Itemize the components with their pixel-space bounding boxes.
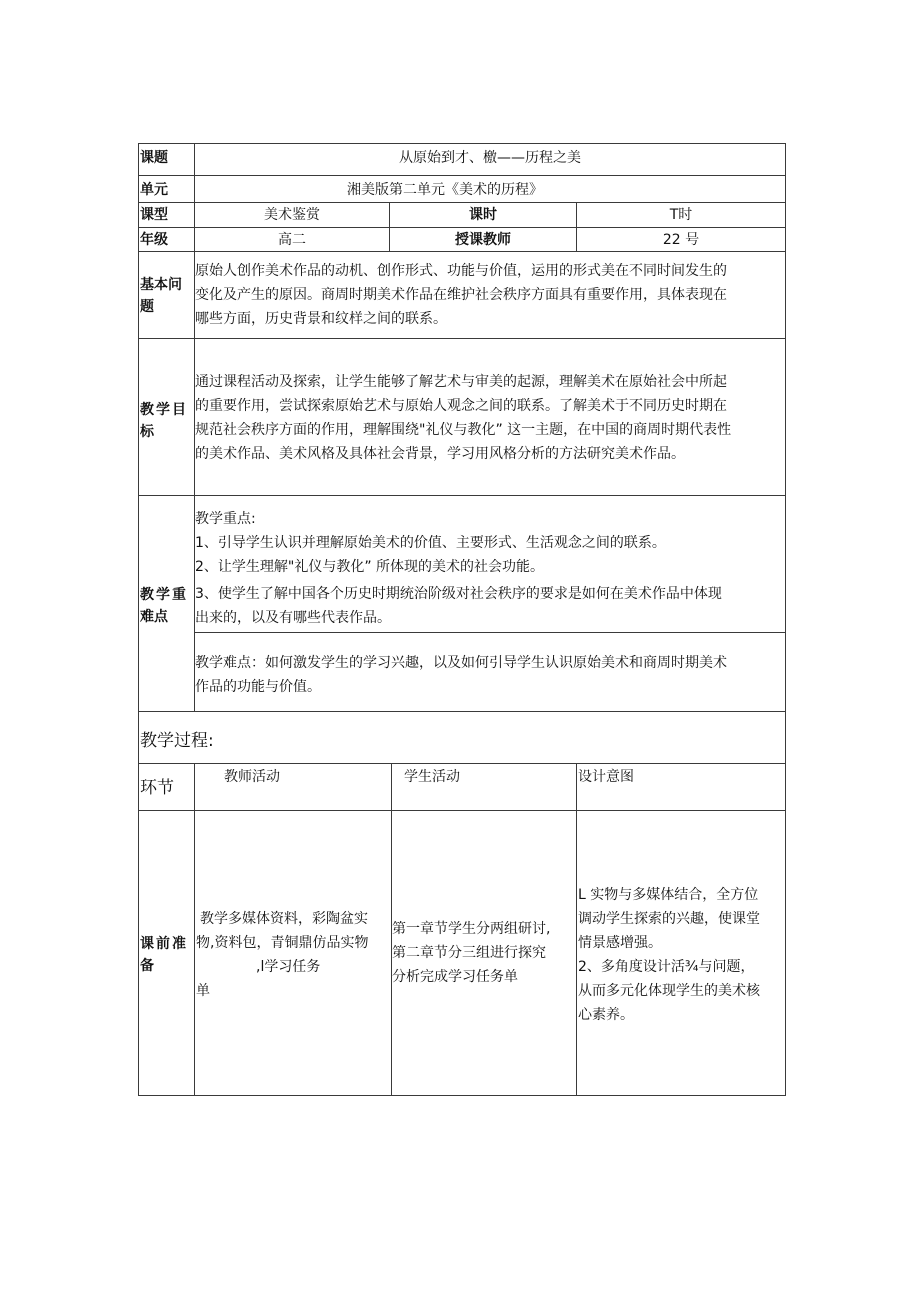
unit-value: 湘美版第二单元《美术的历程》 [347, 182, 543, 198]
basic-question-line: 哪些方面，历史背景和纹样之间的联系。 [195, 311, 447, 327]
table-border [138, 810, 786, 811]
design-intent-line: L 实物与多媒体结合，全方位 [578, 887, 759, 903]
table-border [138, 711, 786, 712]
table-border-right [785, 143, 786, 1096]
teacher-value: 22 号 [662, 232, 700, 248]
objectives-text [195, 370, 731, 466]
teacher-activity-line: 物,资料包，青铜鼎仿品实物 [196, 935, 369, 951]
table-border [576, 763, 577, 1096]
course-title: 从原始到才、檄——历程之美 [399, 150, 581, 166]
type-label: 课型 [140, 207, 168, 223]
basic-question-label-2: 题 [140, 299, 154, 315]
table-border [138, 202, 786, 203]
focus-line: 出来的，以及有哪些代表作品。 [195, 610, 391, 626]
objectives-line: 通过课程活动及探索，让学生能够了解艺术与审美的起源，理解美术在原始社会中所起 [195, 374, 727, 390]
teacher-activity-line: 单 [196, 983, 210, 999]
key-points-label-2: 难点 [140, 609, 168, 625]
key-points-focus [195, 507, 722, 630]
student-activity-line: 分析完成学习任务单 [392, 969, 518, 985]
stage-label-2: 备 [140, 958, 154, 974]
objectives-line: 的美术作品、美术风格及具体社会背景，学习用风格分析的方法研究美术作品。 [195, 446, 685, 462]
column-design-intent: 设计意图 [578, 769, 634, 785]
key-points-label: 教学重 [140, 587, 188, 603]
unit-label: 单元 [140, 182, 168, 198]
focus-line: 教学重点: [195, 511, 256, 527]
table-border-bottom [138, 1095, 786, 1096]
table-border [138, 495, 786, 496]
process-heading: 教学过程: [140, 731, 214, 751]
table-border [138, 251, 786, 252]
student-activity-line: 第二章节分三组进行探究 [392, 945, 546, 961]
stage-label: 课前准 [140, 936, 188, 952]
table-border [138, 763, 786, 764]
teacher-activity-line: ,l学习任务 [256, 959, 321, 975]
course-title-label: 课题 [140, 150, 168, 166]
hours-label: 课时 [469, 207, 497, 223]
hours-value: T时 [669, 207, 693, 223]
grade-value: 高二 [278, 232, 306, 248]
objectives-label: 教学目 [140, 402, 188, 418]
design-intent-line: 情景感增强。 [578, 935, 662, 951]
basic-question-label: 基本问 [140, 277, 182, 293]
type-value: 美术鉴赏 [264, 207, 320, 223]
student-activity-text [392, 917, 550, 989]
table-border-top [138, 143, 786, 144]
design-intent-line: 从而多元化体现学生的美术核 [578, 983, 760, 999]
table-border [194, 763, 195, 1096]
focus-line: 3、使学生了解中国各个历史时期统治阶级对社会秩序的要求是如何在美术作品中体现 [195, 586, 722, 602]
key-points-difficulty [195, 651, 727, 699]
focus-line: 2、让学生理解"礼仪与教化” 所体现的美术的社会功能。 [195, 559, 545, 575]
table-border-left [138, 143, 139, 1096]
basic-question-line: 原始人创作美术作品的动机、创作形式、功能与价值，运用的形式美在不同时间发生的 [195, 263, 727, 279]
teacher-activity-line: 教学多媒体资料，彩陶盆实 [200, 911, 368, 927]
table-border [138, 227, 786, 228]
objectives-line: 规范社会秩序方面的作用，理解围绕"礼仪与教化” 这一主题，在中国的商周时期代表性 [195, 422, 732, 438]
difficulty-line: 作品的功能与价值。 [195, 679, 321, 695]
difficulty-line: 教学难点：如何激发学生的学习兴趣，以及如何引导学生认识原始美术和商周时期美术 [195, 655, 727, 671]
basic-question-line: 变化及产生的原因。商周时期美术作品在维护社会秩序方面具有重要作用，具体表现在 [195, 287, 727, 303]
table-border [138, 175, 786, 176]
teacher-activity-text [196, 907, 368, 1003]
grade-label: 年级 [140, 232, 168, 248]
objectives-line: 的重要作用，尝试探索原始艺术与原始人观念之间的联系。了解美术于不同历史时期在 [195, 398, 727, 414]
column-stage: 环节 [140, 778, 174, 798]
table-border [138, 338, 786, 339]
design-intent-line: 调动学生探索的兴趣，使课堂 [578, 911, 760, 927]
student-activity-line: 第一章节学生分两组研讨, [392, 921, 551, 937]
teacher-label: 授课教师 [455, 232, 511, 248]
column-student-activity: 学生活动 [404, 769, 460, 785]
objectives-label-2: 标 [140, 424, 154, 440]
design-intent-text [578, 883, 760, 1027]
design-intent-line: 2、多角度设计活¾与问题， [578, 959, 755, 975]
design-intent-line: 心素养。 [578, 1007, 634, 1023]
column-teacher-activity: 教师活动 [224, 769, 280, 785]
basic-question-text [195, 259, 727, 331]
focus-line: 1、引导学生认识并理解原始美术的价值、主要形式、生活观念之间的联系。 [195, 535, 666, 551]
table-border [194, 632, 786, 633]
